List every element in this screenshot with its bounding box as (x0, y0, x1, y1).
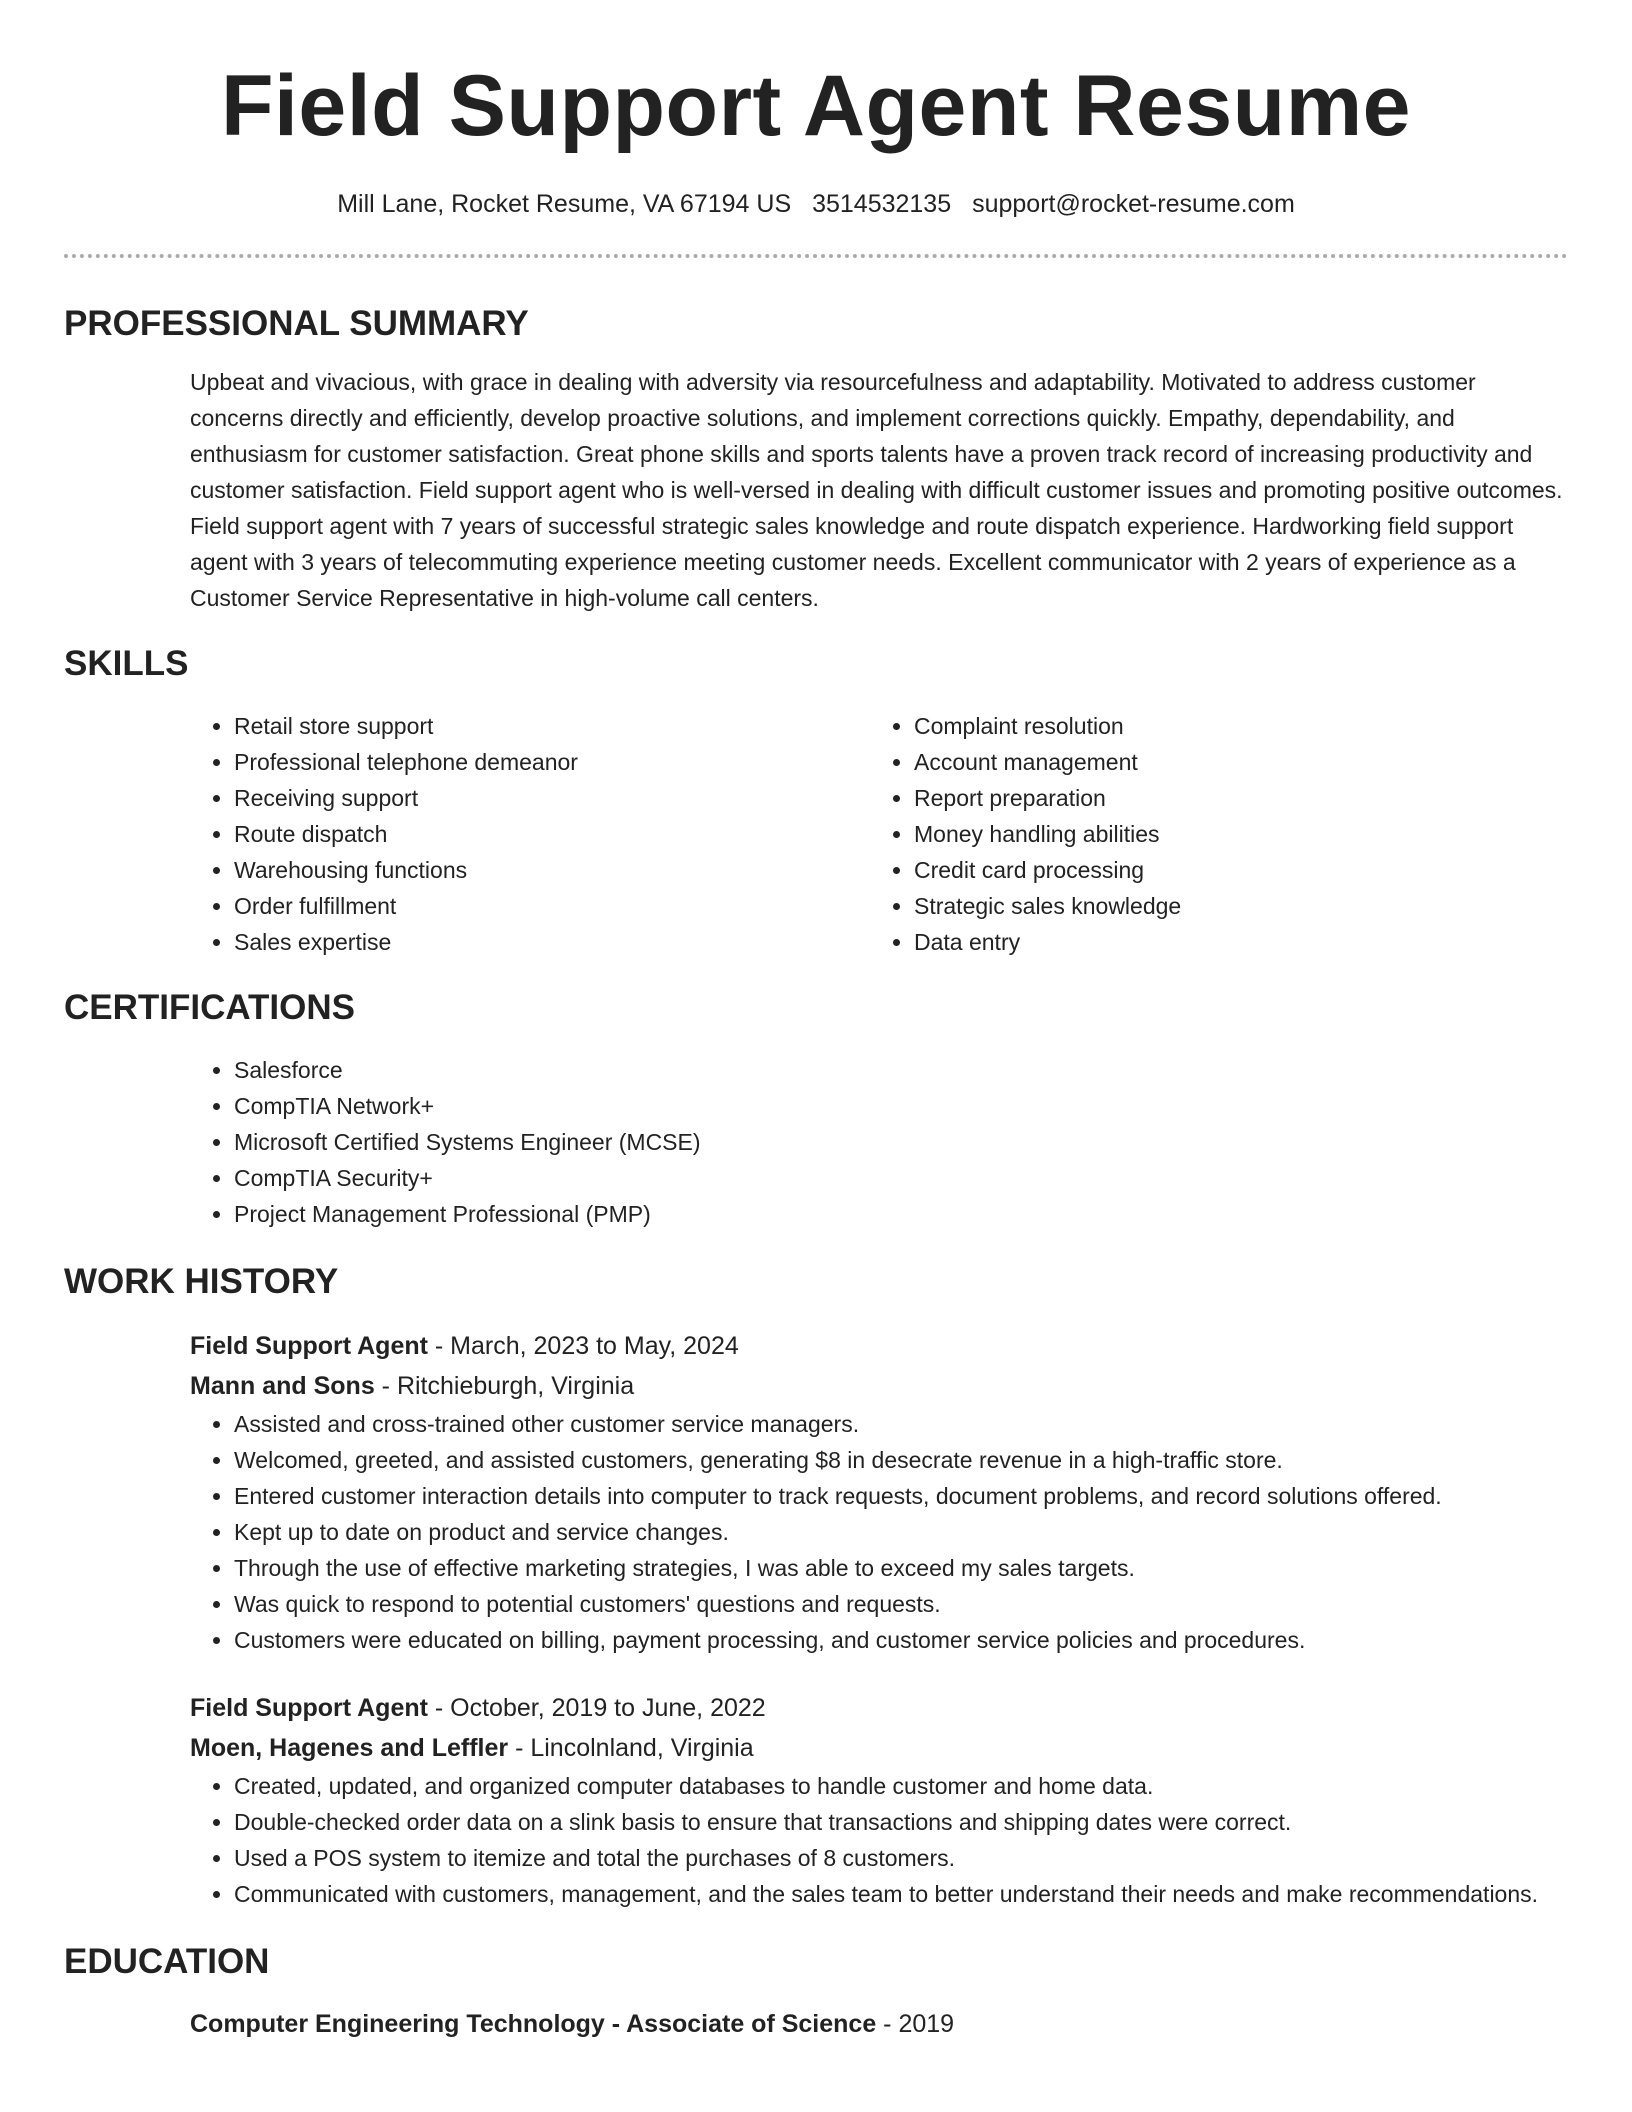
job-duty: • Used a POS system to itemize and total the purchases of 8 customers. (234, 1840, 1568, 1876)
skill-item: • Sales expertise (234, 924, 870, 960)
work-history-heading: WORK HISTORY (64, 1262, 339, 1301)
header-divider (64, 254, 1568, 258)
contact-address: Mill Lane, Rocket Resume, VA 67194 US (337, 190, 792, 218)
skill-item: • Receiving support (234, 780, 870, 816)
certification-item: • CompTIA Network+ (234, 1088, 1568, 1124)
job-dates: - March, 2023 to May, 2024 (427, 1332, 739, 1360)
job-company-line (190, 1366, 1568, 1406)
education-year: - 2019 (876, 2010, 955, 2038)
education-entry (190, 2004, 1568, 2044)
job-title: Field Support Agent (190, 1332, 428, 1360)
job-duty: • Entered customer interaction details into computer to track requests, document problems, and record solutions offered. (234, 1478, 1568, 1514)
skills-column-right (870, 708, 1550, 960)
skill-item: • Strategic sales knowledge (914, 888, 1550, 924)
skills-heading: SKILLS (64, 644, 189, 683)
summary-text: Upbeat and vivacious, with grace in dealing with adversity via resourcefulness and adaptability. Motivated to address customer concerns directly and efficiently, develop proactive solutions, and implement corrections quickly. Empathy, dependability, and enthusiasm for customer satisfaction. Great phone skills and sports talents have a proven track record of increasing productivity and customer satisfaction. Field support agent who is well-versed in dealing with difficult customer issues and promoting positive outcomes. Field support agent with 7 years of successful strategic sales knowledge and route dispatch experience. Hardworking field support agent with 3 years of telecommuting experience meeting customer needs. Excellent communicator with 2 years of experience as a Customer Service Representative in high-volume call centers. (190, 369, 1563, 611)
skill-item: • Money handling abilities (914, 816, 1550, 852)
job-location: - Ritchieburgh, Virginia (374, 1372, 635, 1400)
job-company: Moen, Hagenes and Leffler (190, 1734, 509, 1762)
job-company: Mann and Sons (190, 1372, 375, 1400)
job-duty: • Created, updated, and organized computer databases to handle customer and home data. (234, 1768, 1568, 1804)
job-duty: • Customers were educated on billing, payment processing, and customer service policies and procedures. (234, 1622, 1568, 1658)
job-duty: • Double-checked order data on a slink basis to ensure that transactions and shipping dates were correct. (234, 1804, 1568, 1840)
job-duties (190, 1406, 1568, 1658)
education-heading: EDUCATION (64, 1942, 270, 1981)
skill-item: • Warehousing functions (234, 852, 870, 888)
skill-item: • Credit card processing (914, 852, 1550, 888)
skill-item: • Route dispatch (234, 816, 870, 852)
skill-item: • Data entry (914, 924, 1550, 960)
job-duty: • Communicated with customers, management, and the sales team to better understand their needs and make recommendations. (234, 1876, 1568, 1912)
education-degree: Computer Engineering Technology - Associate of Science (190, 2010, 877, 2038)
job-duties (190, 1768, 1568, 1912)
job-duty: • Kept up to date on product and service changes. (234, 1514, 1568, 1550)
certification-item: • Project Management Professional (PMP) (234, 1196, 1568, 1232)
skill-item: • Complaint resolution (914, 708, 1550, 744)
job-company-line (190, 1728, 1568, 1768)
job-title: Field Support Agent (190, 1694, 428, 1722)
skill-item: • Retail store support (234, 708, 870, 744)
skill-item: • Account management (914, 744, 1550, 780)
summary-heading: PROFESSIONAL SUMMARY (64, 304, 529, 343)
job-duty: • Assisted and cross-trained other customer service managers. (234, 1406, 1568, 1442)
job-duty: • Through the use of effective marketing strategies, I was able to exceed my sales targets. (234, 1550, 1568, 1586)
contact-line (64, 188, 1568, 220)
skills-column-left (190, 708, 870, 960)
certifications-list (190, 1052, 1568, 1232)
skills-list (190, 708, 1568, 960)
job-duty: • Welcomed, greeted, and assisted customers, generating $8 in desecrate revenue in a high-traffic store. (234, 1442, 1568, 1478)
contact-email: support@rocket-resume.com (972, 190, 1295, 218)
skill-item: • Professional telephone demeanor (234, 744, 870, 780)
job-dates: - October, 2019 to June, 2022 (427, 1694, 766, 1722)
certification-item: • Microsoft Certified Systems Engineer (MCSE) (234, 1124, 1568, 1160)
certification-item: • CompTIA Security+ (234, 1160, 1568, 1196)
resume-title: Field Support Agent Resume (221, 58, 1411, 154)
skill-item: • Order fulfillment (234, 888, 870, 924)
contact-phone: 3514532135 (812, 190, 952, 218)
job-location: - Lincolnland, Virginia (508, 1734, 754, 1762)
job-entry (190, 1688, 1568, 1912)
job-title-line (190, 1326, 1568, 1366)
job-entry (190, 1326, 1568, 1658)
job-title-line (190, 1688, 1568, 1728)
job-duty: • Was quick to respond to potential customers' questions and requests. (234, 1586, 1568, 1622)
skill-item: • Report preparation (914, 780, 1550, 816)
certifications-heading: CERTIFICATIONS (64, 988, 356, 1027)
certification-item: • Salesforce (234, 1052, 1568, 1088)
